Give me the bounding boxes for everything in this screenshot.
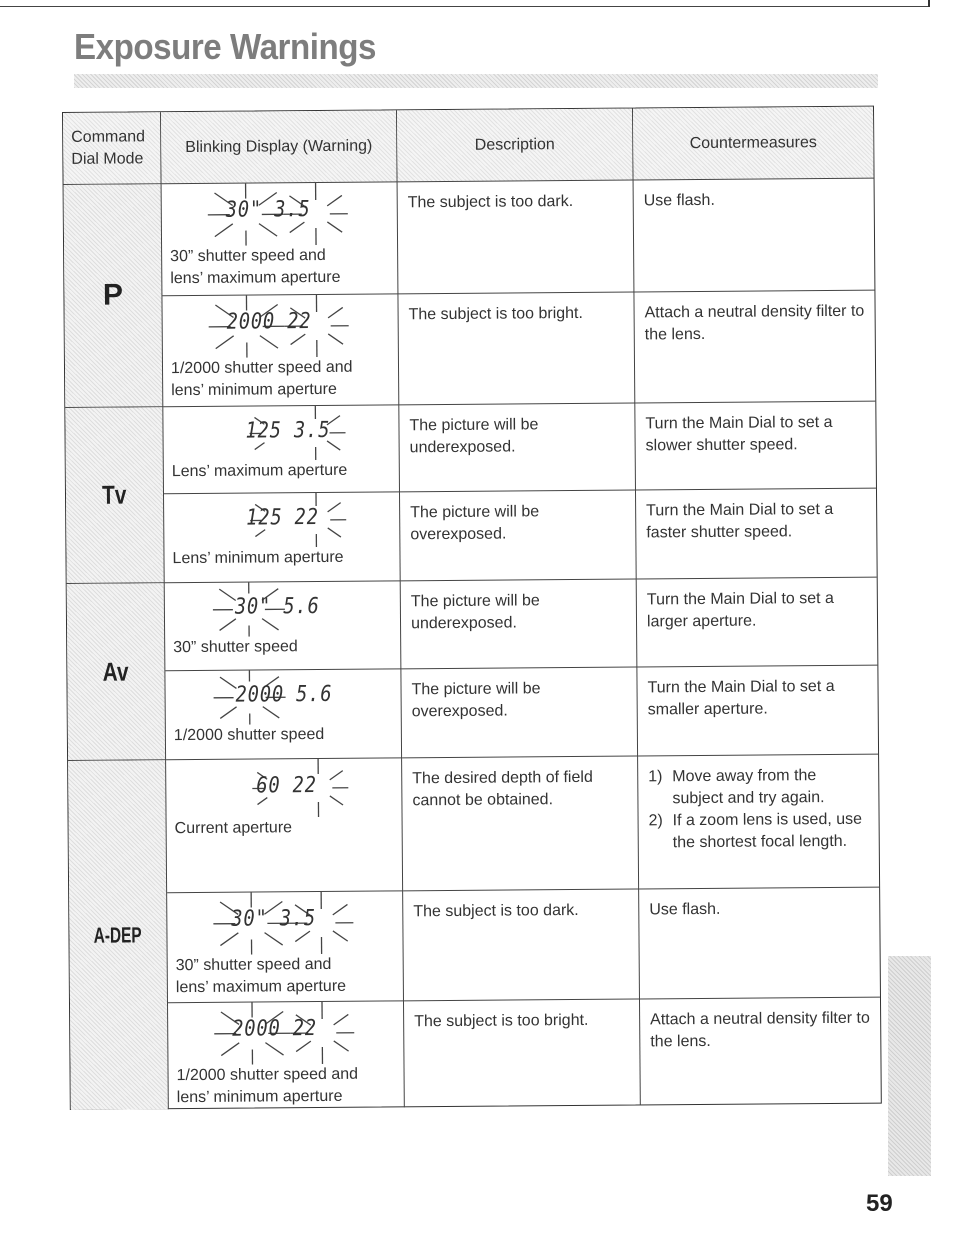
- section-side-tab: [888, 956, 931, 1176]
- lcd-text: 125 3.5: [245, 417, 331, 444]
- description-cell: The picture will be underexposed.: [401, 580, 638, 670]
- lcd-text: 2000 22: [226, 309, 312, 335]
- lcd-display: [170, 1001, 403, 1065]
- lcd-display: [166, 492, 399, 548]
- display-cell: [164, 492, 401, 583]
- list-item: 2) If a zoom lens is used, use the shortest focal length.: [648, 810, 863, 852]
- display-cell: [167, 891, 404, 1003]
- countermeasure-cell: Turn the Main Dial to set a slower shutter speed.: [635, 402, 876, 491]
- list-item: 1) Move away from the subject and try again.: [648, 767, 825, 808]
- header-countermeasures: Countermeasures: [633, 107, 874, 181]
- description-cell: The picture will be underexposed.: [399, 404, 636, 493]
- top-rule-tick: [928, 0, 930, 7]
- display-label: 30” shutter speed: [173, 638, 298, 657]
- mode-cell-adep: [68, 760, 169, 1110]
- lcd-display: [168, 758, 401, 818]
- display-cell: [165, 581, 402, 671]
- display-cell: [163, 405, 400, 494]
- mode-cell-tv: [65, 407, 164, 584]
- page-title: Exposure Warnings: [74, 26, 376, 67]
- display-label: 1/2000 shutter speed and lens’ minimum aperture: [176, 1065, 359, 1107]
- countermeasure-cell: Turn the Main Dial to set a smaller aperture.: [637, 666, 878, 757]
- display-cell: [162, 182, 399, 296]
- display-label: 1/2000 shutter speed: [173, 725, 325, 745]
- mode-cell-av: [67, 583, 166, 761]
- page-number: 59: [866, 1190, 893, 1217]
- title-band: [74, 74, 878, 88]
- lcd-text: 2000 22: [232, 1016, 318, 1042]
- display-label: 1/2000 shutter speed and lens’ minimum aperture: [170, 358, 353, 400]
- header-blinking-display: Blinking Display (Warning): [161, 110, 398, 184]
- countermeasure-cell: Attach a neutral density filter to the lens.: [650, 1009, 870, 1051]
- mode-cell-p: [64, 184, 164, 408]
- countermeasure-list: [638, 755, 879, 855]
- countermeasure-cell: Turn the Main Dial to set a larger aperture.: [637, 578, 878, 668]
- lcd-text: 2000 5.6: [235, 681, 333, 708]
- exposure-warnings-table: [62, 106, 882, 1110]
- description-cell: The subject is too dark.: [398, 181, 635, 295]
- mode-label-p: P: [102, 278, 124, 312]
- lcd-display: [164, 182, 397, 246]
- description-cell: The subject is too dark.: [403, 889, 640, 1001]
- header-command-dial-mode: Command Dial Mode: [63, 112, 162, 185]
- lcd-display: [167, 669, 400, 725]
- lcd-text: 125 22: [246, 504, 319, 531]
- display-label: Lens’ maximum aperture: [171, 461, 348, 481]
- display-cell: [165, 669, 402, 760]
- display-cell: [168, 1001, 405, 1109]
- mode-label-av: Av: [102, 655, 129, 687]
- lcd-text: 30" 3.5: [225, 197, 311, 223]
- countermeasure-cell: Attach a neutral density filter to the lens.: [634, 291, 875, 404]
- mode-label-tv: Tv: [102, 479, 127, 510]
- lcd-text: 30" 5.6: [234, 593, 320, 620]
- lcd-text: 30" 3.5: [231, 906, 317, 932]
- display-label: 30” shutter speed and lens’ maximum aperture: [170, 246, 341, 288]
- description-cell: The subject is too bright.: [404, 999, 641, 1107]
- header-description: Description: [397, 109, 634, 183]
- top-rule: [0, 6, 930, 7]
- lcd-display: [169, 891, 402, 955]
- countermeasure-cell: Turn the Main Dial to set a faster shutter speed.: [636, 489, 877, 580]
- display-cell: [166, 758, 403, 893]
- countermeasure-cell: [638, 755, 879, 890]
- lcd-display: [167, 581, 400, 637]
- countermeasure-cell: Use flash.: [634, 179, 875, 293]
- mode-label-adep: A-DEP: [93, 921, 143, 948]
- display-cell: [162, 294, 399, 407]
- display-label: Lens’ minimum aperture: [172, 548, 344, 568]
- description-cell: The subject is too bright.: [398, 293, 635, 406]
- lcd-display: [165, 405, 398, 461]
- countermeasure-cell: Use flash.: [639, 888, 880, 1000]
- display-label: Current aperture: [174, 819, 293, 838]
- display-label: 30” shutter speed and lens’ maximum aperture: [175, 955, 347, 997]
- description-cell: The picture will be overexposed.: [401, 667, 638, 758]
- description-cell: The desired depth of field cannot be obtained.: [402, 756, 639, 891]
- lcd-display: [164, 294, 397, 358]
- description-cell: The picture will be overexposed.: [400, 491, 637, 582]
- lcd-text: 60 22: [256, 773, 317, 799]
